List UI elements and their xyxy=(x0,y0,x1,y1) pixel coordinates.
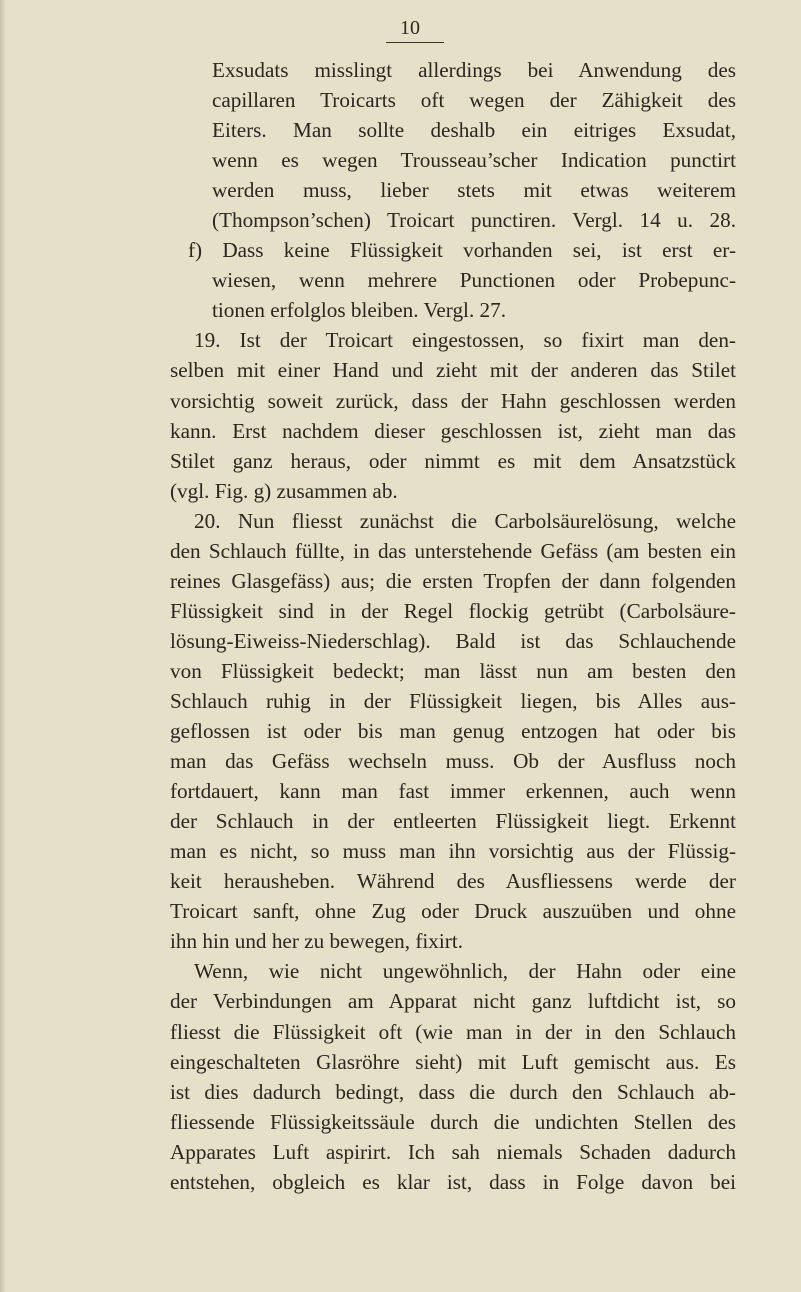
text-line: Eiters. Man sollte deshalb ein eitriges Exsudat, xyxy=(212,118,736,143)
text-line: man es nicht, so muss man ihn vorsichtig aus der Flüssig- xyxy=(170,839,736,864)
text-line: reines Glasgefäss) aus; die ersten Tropfen der dann folgenden xyxy=(170,568,736,593)
text-line: eingeschalteten Glasröhre sieht) mit Luft gemischt aus. Es xyxy=(170,1049,736,1074)
text-line: vorsichtig soweit zurück, dass der Hahn geschlossen werden xyxy=(170,388,736,413)
text-line: werden muss, lieber stets mit etwas weiterem xyxy=(212,178,736,203)
text-line: f) Dass keine Flüssigkeit vorhanden sei, ist erst er- xyxy=(188,238,736,263)
text-line: selben mit einer Hand und zieht mit der anderen das Stilet xyxy=(170,358,736,383)
text-line: Exsudats misslingt allerdings bei Anwendung des xyxy=(212,58,736,82)
text-line: fortdauert, kann man fast immer erkennen, auch wenn xyxy=(170,779,736,804)
text-line: von Flüssigkeit bedeckt; man lässt nun am besten den xyxy=(170,658,736,683)
text-line: 19. Ist der Troicart eingestossen, so fixirt man den- xyxy=(194,328,736,353)
text-line: (vgl. Fig. g) zusammen ab. xyxy=(170,478,398,503)
text-line: wiesen, wenn mehrere Punctionen oder Probepunc- xyxy=(212,268,736,293)
text-line: Apparates Luft aspirirt. Ich sah niemals Schaden dadurch xyxy=(170,1139,736,1164)
page-edge xyxy=(0,0,6,1292)
text-line: entstehen, obgleich es klar ist, dass in Folge davon bei xyxy=(170,1169,736,1194)
text-line: 20. Nun fliesst zunächst die Carbolsäurelösung, welche xyxy=(194,508,736,533)
text-line: tionen erfolglos bleiben. Vergl. 27. xyxy=(212,298,507,323)
text-line: fliessende Flüssigkeitssäule durch die undichten Stellen des xyxy=(170,1109,736,1134)
text-line: Flüssigkeit sind in der Regel flockig getrübt (Carbolsäure- xyxy=(170,598,736,623)
text-line: lösung-Eiweiss-Niederschlag). Bald ist das Schlauchende xyxy=(170,628,736,653)
page-number-rule xyxy=(386,42,444,43)
text-line: fliesst die Flüssigkeit oft (wie man in der in den Schlauch xyxy=(170,1019,736,1044)
text-line: wenn es wegen Trousseau’scher Indication punctirt xyxy=(212,148,736,173)
text-line: keit herausheben. Während des Ausfliessens werde der xyxy=(170,869,736,894)
text-line: capillaren Troicarts oft wegen der Zähigkeit des xyxy=(212,88,736,113)
body-text xyxy=(170,55,736,1197)
page-number: 10 xyxy=(400,17,420,39)
text-line: kann. Erst nachdem dieser geschlossen ist, zieht man das xyxy=(170,418,736,443)
text-line: ihn hin und her zu bewegen, fixirt. xyxy=(170,929,464,954)
text-line: geflossen ist oder bis man genug entzogen hat oder bis xyxy=(170,719,736,744)
text-line: den Schlauch füllte, in das unterstehende Gefäss (am besten ein xyxy=(170,538,736,563)
text-line: Wenn, wie nicht ungewöhnlich, der Hahn oder eine xyxy=(194,959,736,984)
text-line: Schlauch ruhig in der Flüssigkeit liegen, bis Alles aus- xyxy=(170,688,736,713)
text-line: (Thompson’schen) Troicart punctiren. Vergl. 14 u. 28. xyxy=(212,208,736,233)
text-line: man das Gefäss wechseln muss. Ob der Ausfluss noch xyxy=(170,749,736,774)
text-line: der Schlauch in der entleerten Flüssigkeit liegt. Erkennt xyxy=(170,809,736,834)
text-line: Stilet ganz heraus, oder nimmt es mit dem Ansatzstück xyxy=(170,448,736,473)
text-line: der Verbindungen am Apparat nicht ganz luftdicht ist, so xyxy=(170,989,736,1014)
text-line: ist dies dadurch bedingt, dass die durch den Schlauch ab- xyxy=(170,1079,736,1104)
text-line: Troicart sanft, ohne Zug oder Druck auszuüben und ohne xyxy=(170,899,736,924)
